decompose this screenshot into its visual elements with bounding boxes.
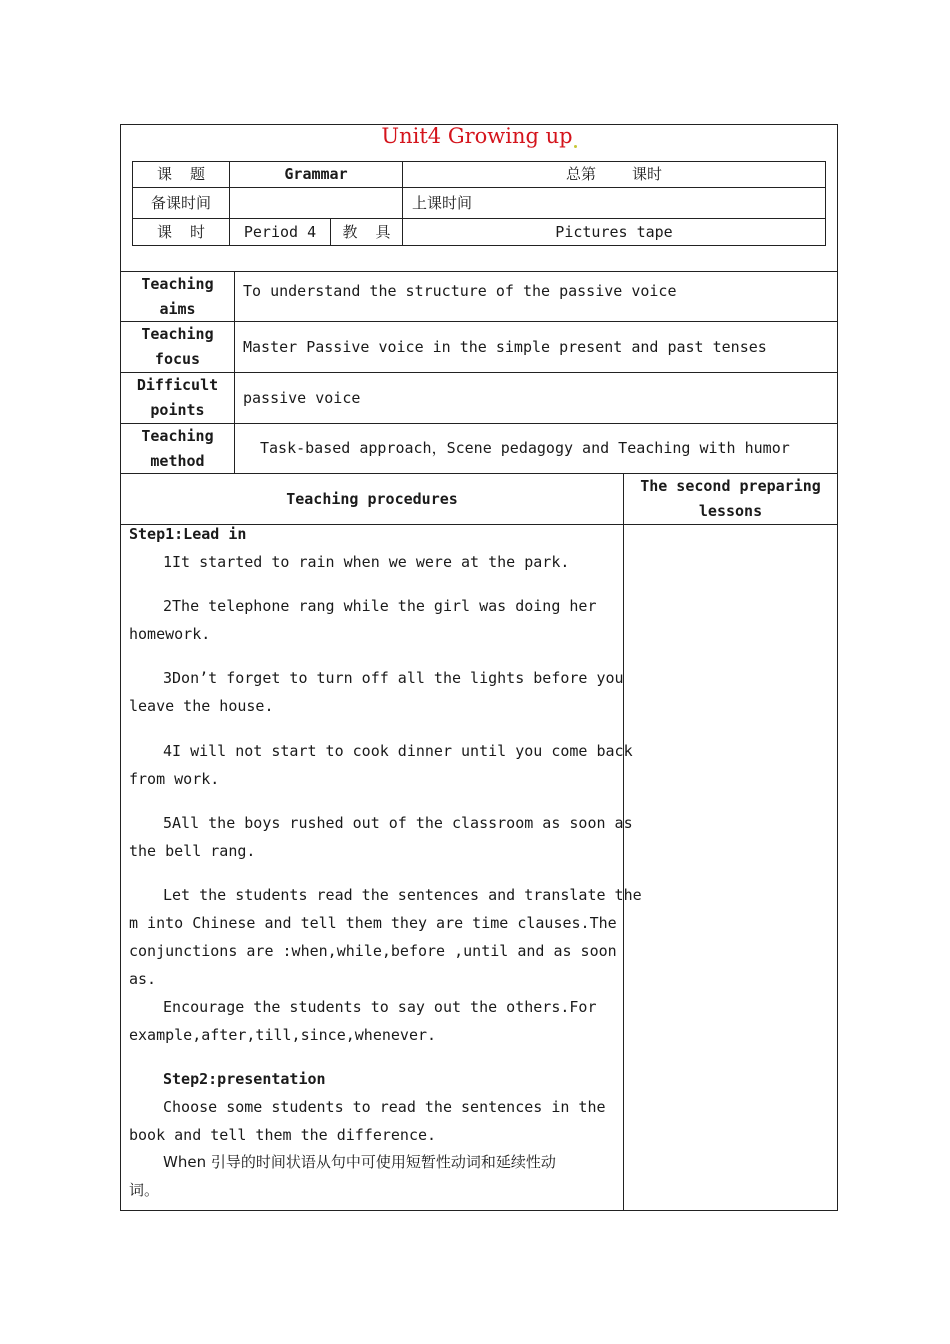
sentence-3a: 3Don’t forget to turn off all the lights before you <box>163 669 624 687</box>
focus-label <box>121 322 234 372</box>
sentence-4b: from work. <box>129 770 220 788</box>
period-value: Period 4 <box>243 222 317 241</box>
method-label-2: method <box>150 451 205 470</box>
instruction-1d: as. <box>129 970 157 988</box>
aims-value: To understand the structure of the passive voice <box>243 281 677 300</box>
focus-label-1: Teaching <box>141 325 214 343</box>
step1-heading: Step1:Lead in <box>129 525 247 543</box>
instruction-3b: book and tell them the difference. <box>129 1126 437 1144</box>
frame-bottom <box>120 1210 838 1211</box>
tools-value: Pictures tape <box>555 222 673 241</box>
hdr-line <box>132 245 826 246</box>
difficult-value: passive voice <box>243 388 361 407</box>
instruction-4b: 词。 <box>129 1181 160 1199</box>
instruction-1b: m into Chinese and tell them they are time clauses.The <box>129 914 617 932</box>
page-title: Unit4 Growing up <box>121 124 837 148</box>
second-preparing-header <box>624 474 837 524</box>
sentence-1: 1It started to rain when we were at the park. <box>163 553 570 571</box>
class-time-label: 上课时间 <box>412 193 473 212</box>
sentence-5b: the bell rang. <box>129 842 256 860</box>
instruction-4a: When 引导的时间状语从句中可使用短暂性动词和延续性动 <box>163 1153 556 1171</box>
frame-right <box>837 124 838 1211</box>
method-label-1: Teaching <box>141 426 214 445</box>
instruction-2a: Encourage the students to say out the others.For <box>163 998 597 1016</box>
focus-label-2: focus <box>154 350 201 368</box>
course-value: Grammar <box>284 165 348 183</box>
focus-value: Master Passive voice in the simple present and past tenses <box>243 337 767 356</box>
hdr-vline <box>825 161 826 246</box>
difficult-label-1: Difficult <box>136 376 219 394</box>
aims-label-1: Teaching <box>141 274 214 293</box>
instruction-3a: Choose some students to read the sentences in the <box>163 1098 606 1116</box>
method-label <box>121 424 234 473</box>
prep-time-label: 备课时间 <box>150 193 211 212</box>
difficult-label <box>121 373 234 423</box>
sentence-3b: leave the house. <box>129 697 274 715</box>
info-vline <box>234 271 235 474</box>
aims-label-2: aims <box>159 299 196 318</box>
second-header-1: The second preparing <box>640 477 821 495</box>
sentence-2a: 2The telephone rang while the girl was doing her <box>163 597 597 615</box>
period-label: 课 时 <box>156 222 206 241</box>
total-period-label: 总第 课时 <box>565 165 663 183</box>
procedures-header: Teaching procedures <box>286 489 458 508</box>
second-header-2: lessons <box>698 502 763 520</box>
method-value: Task-based approach，Scene pedagogy and Teaching with humor <box>260 439 790 457</box>
sentence-2b: homework. <box>129 625 211 643</box>
course-label: 课 题 <box>156 165 206 183</box>
step2-heading: Step2:presentation <box>163 1070 326 1088</box>
prep-time-value <box>230 188 402 218</box>
proc-vline <box>623 473 624 1211</box>
difficult-label-2: points <box>150 401 205 419</box>
tools-label: 教 具 <box>342 222 391 241</box>
instruction-1c: conjunctions are :when,while,before ,until and as soon <box>129 942 617 960</box>
sentence-5a: 5All the boys rushed out of the classroom as soon as <box>163 814 633 832</box>
sentence-4a: 4I will not start to cook dinner until you come back <box>163 742 633 760</box>
instruction-2b: example,after,till,since,whenever. <box>129 1026 437 1044</box>
aims-label <box>121 272 234 321</box>
instruction-1a: Let the students read the sentences and translate the <box>163 886 642 904</box>
